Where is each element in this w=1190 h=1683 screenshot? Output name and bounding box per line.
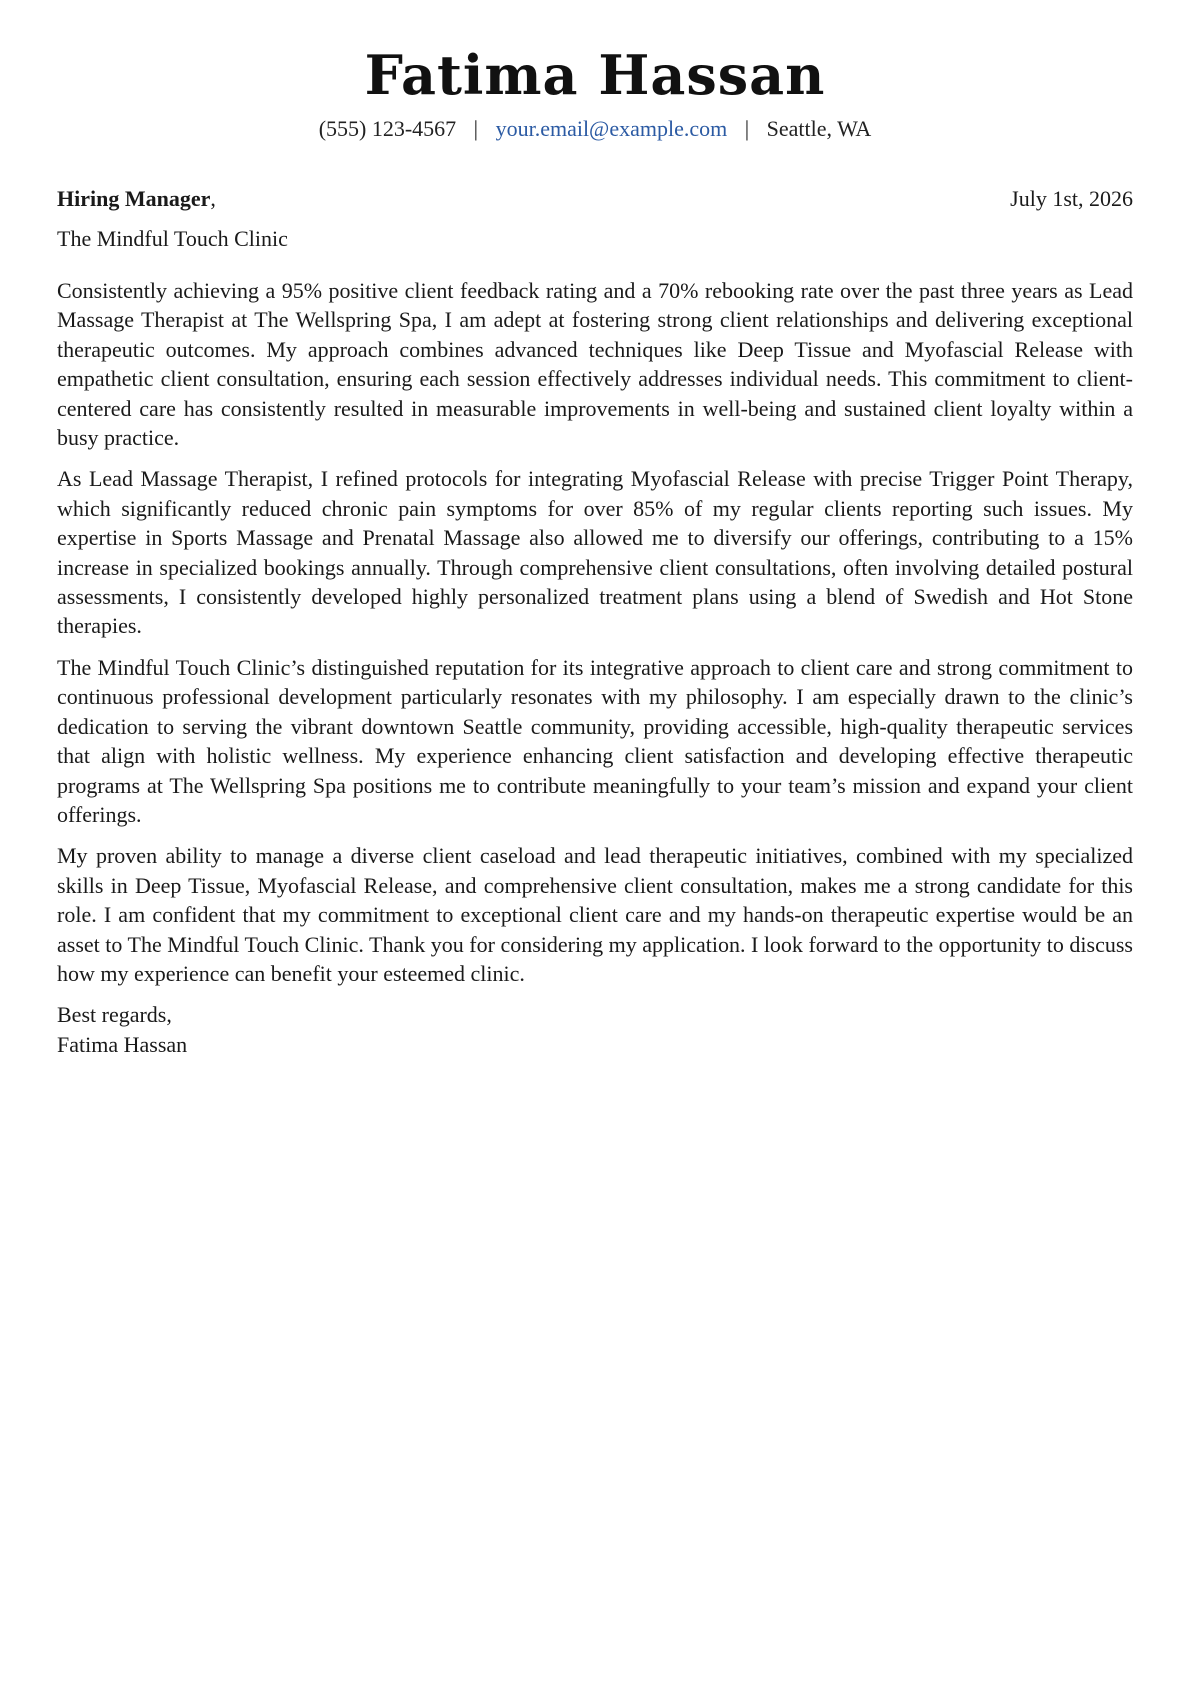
- applicant-name: Fatima Hassan: [364, 43, 826, 107]
- letter-closing: [57, 1000, 1133, 1059]
- phone-number: (555) 123-4567: [318, 116, 457, 141]
- letter-header: [57, 0, 1133, 144]
- recipient-company: The Mindful Touch Clinic: [57, 226, 288, 251]
- contact-separator: |: [473, 116, 479, 141]
- contact-separator: |: [744, 116, 750, 141]
- recipient-name: Hiring Manager: [57, 186, 211, 211]
- email-link[interactable]: your.email@example.com: [495, 116, 728, 141]
- letter-body: [57, 276, 1133, 988]
- body-paragraph: Consistently achieving a 95% positive client feedback rating and a 70% rebooking rate over the past three years as Lead Massage Therapist at The Wellspring Spa, I am adept at fostering strong client relationships and delivering exceptional therapeutic outcomes. My approach combines advanced techniques like Deep Tissue and Myofascial Release with empathetic client consultation, ensuring each session effectively addresses individual needs. This commitment to client-centered care has consistently resulted in measurable improvements in well-being and sustained client loyalty within a busy practice.: [57, 278, 1133, 451]
- recipient-row: [57, 184, 1133, 214]
- recipient-greeting: [57, 184, 216, 214]
- body-paragraph: The Mindful Touch Clinic’s distinguished reputation for its integrative approach to client care and strong commitment to continuous professional development particularly resonates with my philosophy. I am especially drawn to the clinic’s dedication to serving the vibrant downtown Seattle community, providing accessible, high-quality therapeutic services that align with holistic wellness. My experience enhancing client satisfaction and developing effective therapeutic programs at The Wellspring Spa positions me to contribute meaningfully to your team’s mission and expand your client offerings.: [57, 654, 1133, 827]
- body-paragraph: My proven ability to manage a diverse client caseload and lead therapeutic initiatives, combined with my specialized skills in Deep Tissue, Myofascial Release, and comprehensive client consultation, makes me a strong candidate for this role. I am confident that my commitment to exceptional client care and my hands-on therapeutic expertise would be an asset to The Mindful Touch Clinic. Thank you for considering my application. I look forward to the opportunity to discuss how my experience can benefit your esteemed clinic.: [57, 843, 1133, 986]
- body-paragraph: As Lead Massage Therapist, I refined protocols for integrating Myofascial Release with precise Trigger Point Therapy, which significantly reduced chronic pain symptoms for over 85% of my regular clients reporting such issues. My expertise in Sports Massage and Prenatal Massage also allowed me to diversify our offerings, contributing to a 15% increase in specialized bookings annually. Through comprehensive client consultations, often involving detailed postural assessments, I consistently developed highly personalized treatment plans using a blend of Swedish and Hot Stone therapies.: [57, 466, 1133, 639]
- location: Seattle, WA: [766, 116, 872, 141]
- cover-letter-page: [57, 0, 1133, 1059]
- recipient-name-suffix: ,: [210, 186, 216, 211]
- closing-salutation: Best regards,: [57, 1002, 172, 1028]
- signature-name: Fatima Hassan: [57, 1031, 188, 1057]
- contact-line: [57, 114, 1133, 144]
- letter-date: July 1st, 2026: [1010, 186, 1133, 211]
